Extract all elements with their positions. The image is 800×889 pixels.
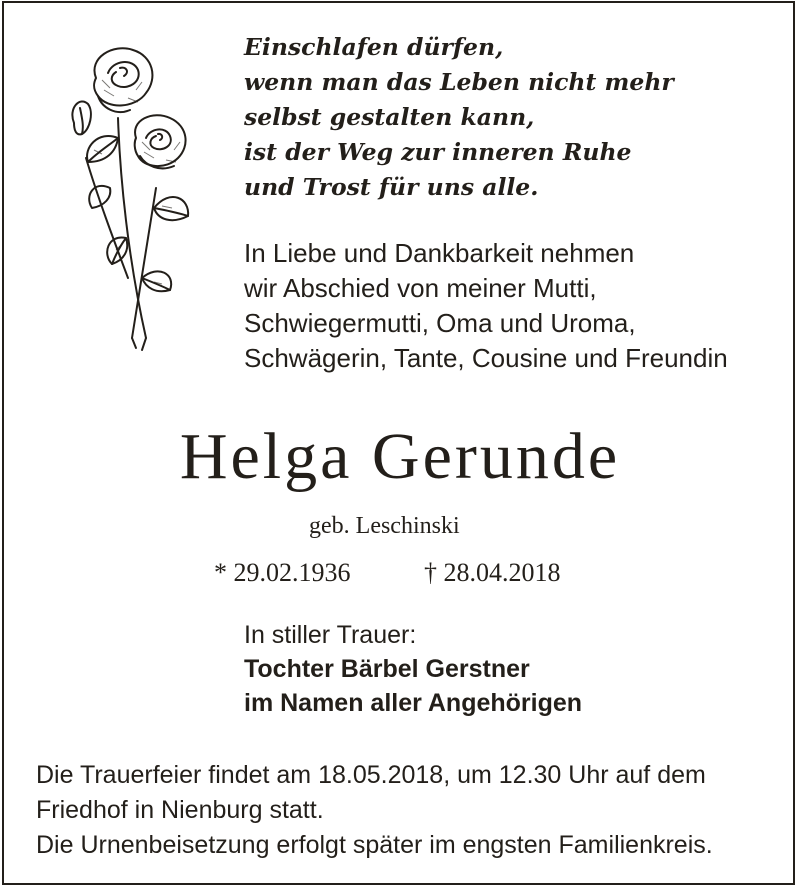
- death-date: † 28.04.2018: [424, 558, 561, 587]
- mourner-name: im Namen aller Angehörigen: [244, 689, 583, 717]
- mourners: [244, 618, 582, 720]
- mourners-intro: In stiller Trauer:: [244, 621, 417, 649]
- poem-line: wenn man das Leben nicht mehr: [244, 68, 674, 96]
- poem-line: ist der Weg zur inneren Ruhe: [244, 138, 632, 166]
- birth-name: geb. Leschinski: [309, 513, 460, 539]
- poem-line: und Trost für uns alle.: [244, 173, 539, 201]
- farewell-line: wir Abschied von meiner Mutti,: [244, 273, 597, 303]
- mourner-name: Tochter Bärbel Gerstner: [244, 655, 530, 683]
- deceased-name: Helga Gerunde: [179, 420, 621, 493]
- poem-line: Einschlafen dürfen,: [244, 33, 504, 61]
- funeral-line: Die Trauerfeier findet am 18.05.2018, um 12.30 Uhr auf dem: [36, 761, 706, 789]
- farewell-line: In Liebe und Dankbarkeit nehmen: [244, 238, 635, 268]
- birth-date: * 29.02.1936: [214, 558, 351, 587]
- funeral-info: [36, 758, 713, 863]
- farewell-text: [244, 236, 728, 376]
- funeral-line: Die Urnenbeisetzung erfolgt später im engsten Familienkreis.: [36, 831, 713, 859]
- farewell-line: Schwägerin, Tante, Cousine und Freundin: [244, 343, 728, 373]
- funeral-line: Friedhof in Nienburg statt.: [36, 796, 324, 824]
- poem-line: selbst gestalten kann,: [244, 103, 535, 131]
- poem: [244, 30, 674, 205]
- rose-icon: [58, 38, 208, 358]
- farewell-line: Schwiegermutti, Oma und Uroma,: [244, 308, 636, 338]
